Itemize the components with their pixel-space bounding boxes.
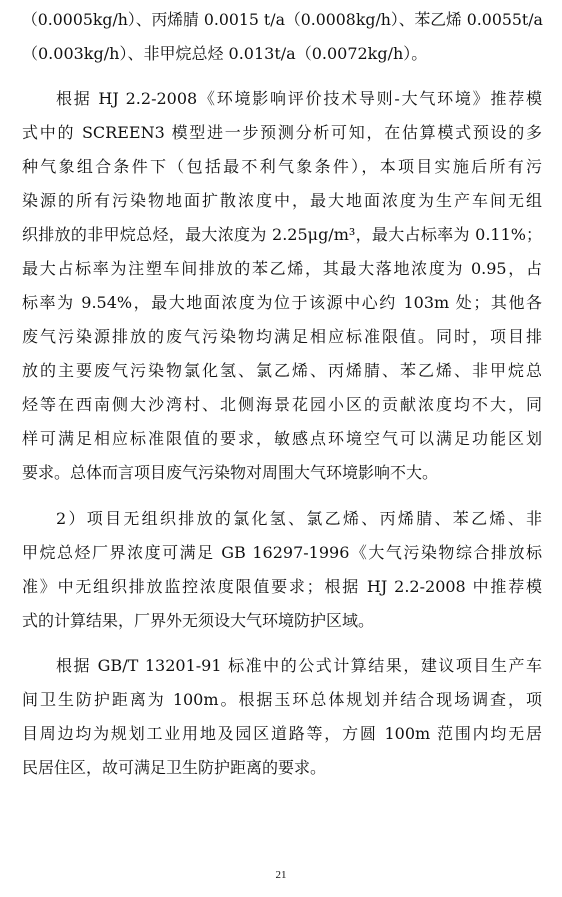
text-line: 根据 HJ 2.2-2008《环境影响评价技术导则-大气环境》推荐模 bbox=[56, 89, 542, 108]
text-line: 种气象组合条件下（包括最不利气象条件），本项目实施后所有污 bbox=[22, 157, 542, 176]
text-line: 样可满足相应标准限值的要求，敏感点环境空气可以满足功能区划 bbox=[22, 429, 542, 448]
text-line: 根据 GB/T 13201-91 标准中的公式计算结果，建议项目生产车 bbox=[56, 656, 542, 675]
text-line: 最大占标率为注塑车间排放的苯乙烯，其最大落地浓度为 0.95，占 bbox=[22, 259, 542, 278]
text-line: 准》中无组织排放监控浓度限值要求；根据 HJ 2.2-2008 中推荐模 bbox=[22, 577, 542, 596]
text-line: 式的计算结果，厂界外无须设大气环境防护区域。 bbox=[22, 611, 375, 630]
text-line: 2）项目无组织排放的氯化氢、氯乙烯、丙烯腈、苯乙烯、非 bbox=[56, 509, 542, 528]
text-line: 目周边均为规划工业用地及园区道路等，方圆 100m 范围内均无居 bbox=[22, 724, 542, 743]
text-line: 民居住区，故可满足卫生防护距离的要求。 bbox=[22, 758, 327, 777]
text-line: 废气污染源排放的废气污染物均满足相应标准限值。同时，项目排 bbox=[22, 327, 542, 346]
text-line: 要求。总体而言项目废气污染物对周围大气环境影响不大。 bbox=[22, 463, 439, 482]
text-line: 标率为 9.54%，最大地面浓度为位于该源中心约 103m 处；其他各 bbox=[22, 293, 542, 312]
page-number: 21 bbox=[275, 869, 287, 881]
text-line: 甲烷总烃厂界浓度可满足 GB 16297-1996《大气污染物综合排放标 bbox=[22, 543, 542, 562]
text-line: 织排放的非甲烷总烃，最大浓度为 2.25μg/m³，最大占标率为 0.11%； bbox=[22, 225, 542, 244]
text-line: 间卫生防护距离为 100m。根据玉环总体规划并结合现场调查，项 bbox=[22, 690, 542, 709]
text-line: （0.0005kg/h）、丙烯腈 0.0015 t/a（0.0008kg/h）、苯乙烯 0.0055t/a bbox=[22, 10, 543, 29]
text-line: 式中的 SCREEN3 模型进一步预测分析可知，在估算模式预设的多 bbox=[22, 123, 542, 142]
text-line: 放的主要废气污染物氯化氢、氯乙烯、丙烯腈、苯乙烯、非甲烷总 bbox=[22, 361, 542, 380]
text-line: （0.003kg/h）、非甲烷总烃 0.013t/a（0.0072kg/h）。 bbox=[22, 44, 428, 63]
text-line: 烃等在西南侧大沙湾村、北侧海景花园小区的贡献浓度均不大，同 bbox=[22, 395, 542, 414]
text-line: 染源的所有污染物地面扩散浓度中，最大地面浓度为生产车间无组 bbox=[22, 191, 542, 210]
